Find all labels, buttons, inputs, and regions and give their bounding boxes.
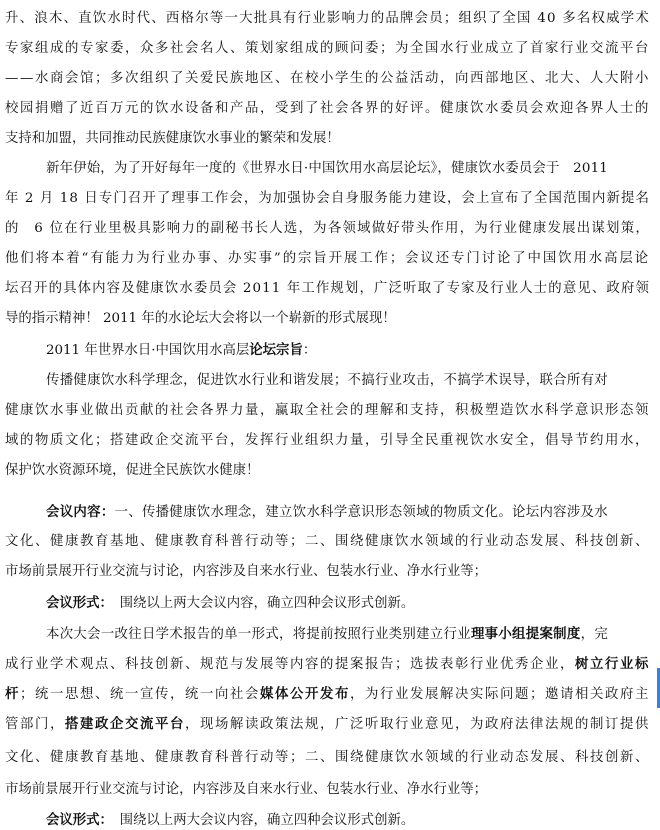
text-span: 成行业学术观点、科技创新、规范与发展等内容的提案报告；选拔表彰行业优秀企业， bbox=[5, 657, 575, 672]
text-span: ： bbox=[302, 343, 317, 358]
text-span: 专家组成的专家委，众多社会名人、策划家组成的顾问委；为全国水行业成立了首家行业交流平台 bbox=[5, 41, 650, 56]
text-line bbox=[5, 432, 650, 450]
text-span: ，完 bbox=[580, 627, 609, 642]
text-line bbox=[5, 655, 650, 674]
text-line bbox=[46, 811, 414, 830]
text-line bbox=[5, 715, 650, 734]
text-span: 2011 年世界水日·中国饮用水高层 bbox=[46, 343, 250, 358]
text-line bbox=[5, 533, 650, 551]
text-span: 年 2 月 18 日专门召开了理事工作会，为加强协会自身服务能力建设，会上宣布了全国范围内新提名 bbox=[5, 191, 650, 206]
bold-text-span: 杆 bbox=[5, 686, 20, 702]
text-line bbox=[5, 563, 487, 581]
text-line bbox=[5, 70, 650, 88]
text-span: 围绕以上两大会议内容，确立四种会议形式创新。 bbox=[106, 813, 415, 828]
text-line bbox=[46, 625, 608, 644]
bold-text-span: 会议内容： bbox=[46, 504, 115, 520]
text-span: 管部门， bbox=[5, 717, 65, 732]
text-line bbox=[46, 594, 414, 613]
text-line bbox=[5, 749, 650, 767]
text-span: 文化、健康教育基地、健康教育科普行动等；二、围绕健康饮水领域的行业动态发展、科技创新、 bbox=[5, 534, 650, 549]
text-span: 传播健康饮水科学理念，促进饮水行业和谐发展；不搞行业攻击，不搞学术误导，联合所有对 bbox=[46, 373, 608, 388]
text-span: 新年伊始，为了开好每年一度的《世界水日·中国饮用水高层论坛》，健康饮水委员会于 2011 bbox=[46, 161, 608, 176]
text-line bbox=[5, 220, 650, 238]
text-line bbox=[5, 685, 650, 704]
text-span: 校园捐赠了近百万元的饮水设备和产品，受到了社会各界的好评。健康饮水委员会欢迎各界人士的 bbox=[5, 101, 650, 116]
text-line bbox=[5, 10, 650, 28]
text-span: 市场前景展开行业交流与讨论，内容涉及自来水行业、包装水行业、净水行业等； bbox=[5, 564, 488, 579]
text-span: 本次大会一改往日学术报告的单一形式，将提前按照行业类别建立行业 bbox=[46, 627, 471, 642]
text-span: 支持和加盟，共同推动民族健康饮水事业的繁荣和发展！ bbox=[5, 131, 340, 146]
text-span: 坛召开的具体内容及健康饮水委员会 2011 年工作规划，广泛听取了专家及行业人士的意见、政府领 bbox=[5, 281, 650, 296]
text-span: 的 6 位在行业里极具影响力的副秘书长人选，为各领域做好带头作用，为行业健康发展出谋划策， bbox=[5, 221, 650, 236]
text-span: 市场前景展开行业交流与讨论，内容涉及自来水行业、包装水行业、净水行业等； bbox=[5, 782, 488, 797]
bold-text-span: 媒体公开发布 bbox=[260, 686, 350, 702]
text-line bbox=[5, 130, 340, 148]
text-line bbox=[46, 160, 608, 178]
text-line bbox=[46, 341, 316, 360]
text-line bbox=[5, 100, 650, 118]
text-line bbox=[46, 372, 608, 390]
text-span: 文化、健康教育基地、健康教育科普行动等；二、围绕健康饮水领域的行业动态发展、科技创新、 bbox=[5, 750, 650, 765]
text-line bbox=[46, 503, 608, 522]
text-span: ，为行业发展解决实际问题；邀请相关政府主 bbox=[350, 687, 650, 702]
text-line bbox=[5, 402, 650, 420]
bold-text-span: 搭建政企交流平台 bbox=[65, 716, 185, 732]
text-line bbox=[5, 190, 650, 208]
text-span: ——水商会馆；多次组织了关爱民族地区、在校小学生的公益活动，向西部地区、北大、人大附小 bbox=[5, 71, 650, 86]
text-span: 围绕以上两大会议内容，确立四种会议形式创新。 bbox=[106, 596, 415, 611]
bold-text-span: 树立行业标 bbox=[575, 656, 650, 672]
text-line bbox=[5, 310, 396, 328]
text-line bbox=[5, 462, 259, 480]
text-line bbox=[5, 781, 487, 799]
text-line bbox=[5, 280, 650, 298]
text-span: 他们将本着“有能力为行业办事、办实事”的宗旨开展工作；会议还专门讨论了中国饮用水高层论 bbox=[5, 251, 650, 266]
text-span: 保护饮水资源环境，促进全民族饮水健康！ bbox=[5, 463, 260, 478]
bold-text-span: 理事小组提案制度 bbox=[470, 626, 581, 642]
text-span: 一、传播健康饮水理念，建立饮水科学意识形态领域的物质文化。论坛内容涉及水 bbox=[114, 505, 609, 520]
bold-text-span: 会议形式： bbox=[46, 595, 107, 611]
text-span: 导的指示精神！ 2011 年的水论坛大会将以一个崭新的形式展现！ bbox=[5, 311, 396, 326]
text-span: 健康饮水事业做出贡献的社会各界力量，赢取全社会的理解和支持，积极塑造饮水科学意识形态领 bbox=[5, 403, 650, 418]
text-line bbox=[5, 250, 650, 268]
text-line bbox=[5, 40, 650, 58]
text-span: ，现场解读政策法规，广泛听取行业意见，为政府法律法规的制订提供 bbox=[185, 717, 650, 732]
text-span: 升、浪木、直饮水时代、西格尔等一大批具有行业影响力的品牌会员；组织了全国 40 多名权威学术 bbox=[5, 11, 650, 26]
bold-text-span: 论坛宗旨 bbox=[249, 342, 303, 358]
text-span: ；统一思想、统一宣传，统一向社会 bbox=[20, 687, 260, 702]
bold-text-span: 会议形式： bbox=[46, 812, 107, 828]
text-span: 域的物质文化；搭建政企交流平台，发挥行业组织力量，引导全民重视饮水安全，倡导节约用水， bbox=[5, 433, 650, 448]
